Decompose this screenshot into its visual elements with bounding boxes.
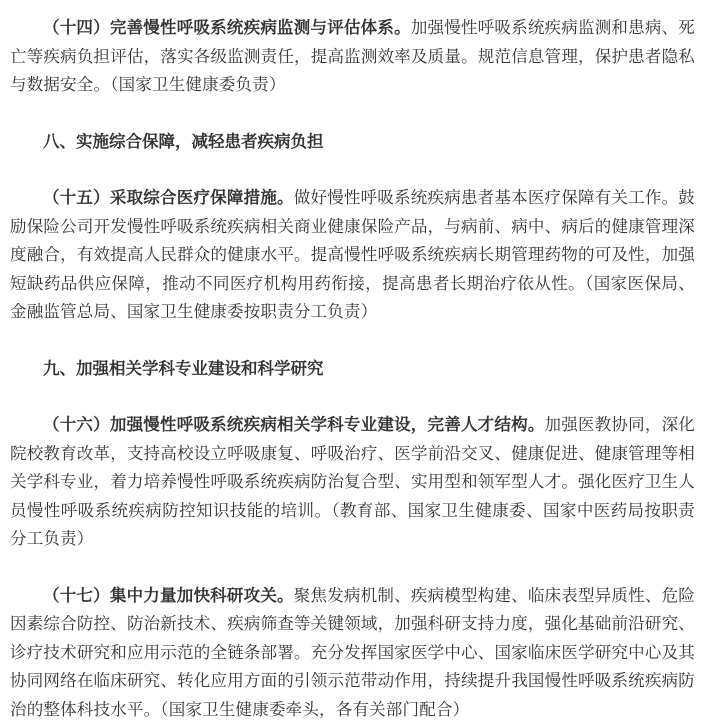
paragraph-17-body: 聚焦发病机制、疾病模型构建、临床表型异质性、危险因素综合防控、防治新技术、疾病筛查等关键领域，加强科研支持力度，强化基础前沿研究、诊疗技术研究和应用示范的全链条部署。充分发挥国家医学中心、国家临床医学研究中心及其协同网络在临床研究、转化应用方面的引领示范带动作用，持续提升我国慢性呼吸系统疾病防治的整体科技水平。（国家卫生健康委牵头，各有关部门配合）: [10, 586, 695, 719]
spacer: [10, 383, 695, 411]
paragraph-14-title: （十四）完善慢性呼吸系统疾病监测与评估体系。: [43, 18, 411, 37]
paragraph-17: [10, 582, 695, 724]
paragraph-15-body: 做好慢性呼吸系统疾病患者基本医疗保障有关工作。鼓励保险公司开发慢性呼吸系统疾病相关商业健康保险产品，与病前、病中、病后的健康管理深度融合，有效提高人民群众的健康水平。提高慢性呼吸系统疾病长期管理药物的可及性，加强短缺药品供应保障，推动不同医疗机构用药衔接，提高患者长期治疗依从性。（国家医保局、金融监管总局、国家卫生健康委按职责分工负责）: [10, 188, 695, 321]
paragraph-14-body: 加强慢性呼吸系统疾病监测和患病、死亡等疾病负担评估，落实各级监测责任，提高监测效率及质量。规范信息管理，保护患者隐私与数据安全。（国家卫生健康委负责）: [10, 18, 695, 94]
paragraph-14: [10, 14, 695, 100]
paragraph-16-body: 加强医教协同，深化院校教育改革，支持高校设立呼吸康复、呼吸治疗、医学前沿交叉、健康促进、健康管理等相关学科专业，着力培养慢性呼吸系统疾病防治复合型、实用型和领军型人才。强化医疗卫生人员慢性呼吸系统疾病防控知识技能的培训。（教育部、国家卫生健康委、国家中医药局按职责分工负责）: [10, 415, 695, 548]
paragraph-15-title: （十五）采取综合医疗保障措施。: [43, 188, 294, 207]
paragraph-16: [10, 411, 695, 554]
section-heading-8: 八、实施综合保障，减轻患者疾病负担: [10, 128, 695, 157]
spacer: [10, 327, 695, 355]
spacer: [10, 554, 695, 582]
paragraph-16-title: （十六）加强慢性呼吸系统疾病相关学科专业建设，完善人才结构。: [43, 415, 545, 434]
section-heading-9: 九、加强相关学科专业建设和科学研究: [10, 355, 695, 384]
paragraph-17-title: （十七）集中力量加快科研攻关。: [43, 586, 294, 605]
spacer: [10, 156, 695, 184]
paragraph-15: [10, 184, 695, 327]
spacer: [10, 100, 695, 128]
